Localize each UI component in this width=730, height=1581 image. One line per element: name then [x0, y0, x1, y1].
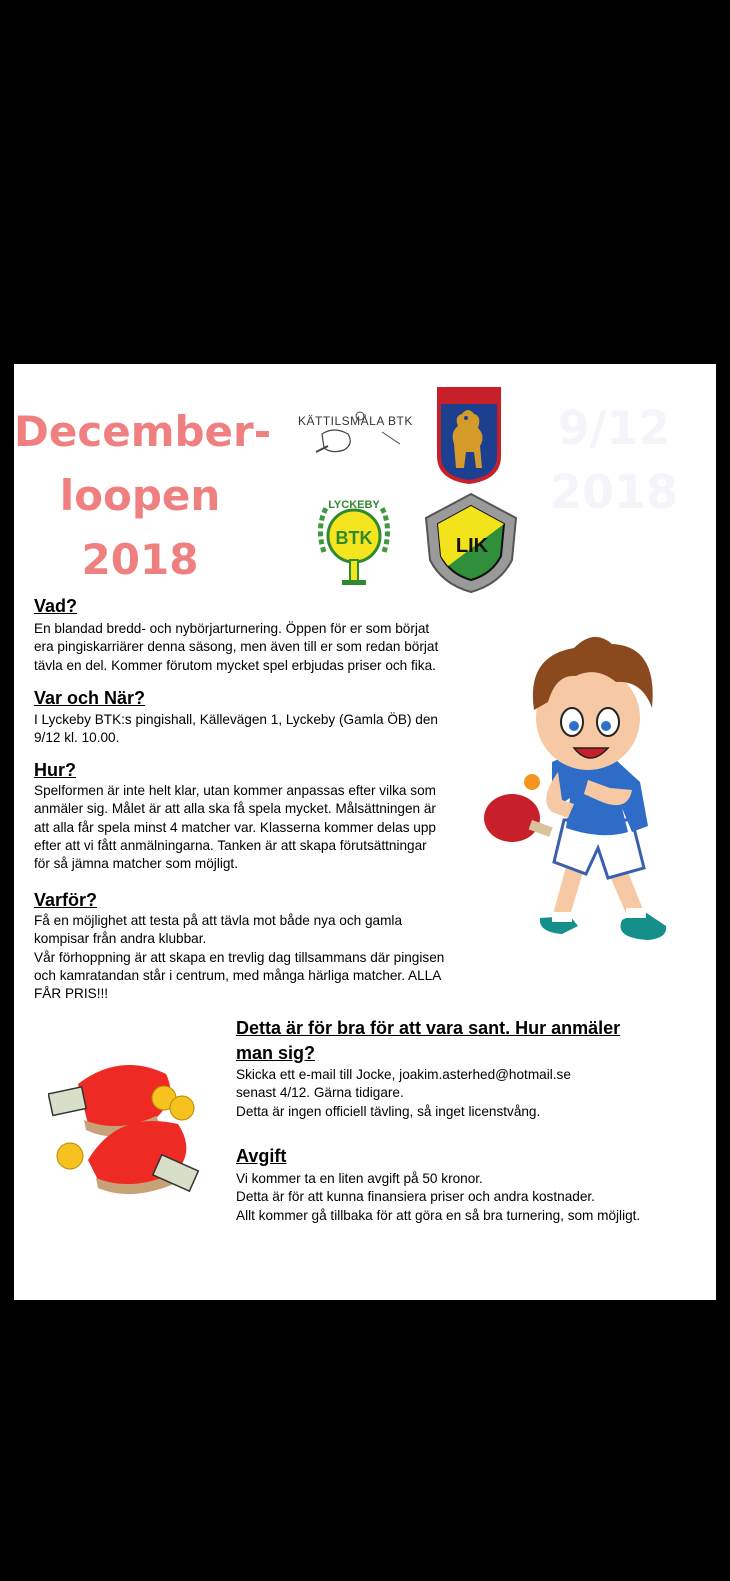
hur-line: anmäler sig. Målet är att alla ska få spela mycket. Målsättningen är — [34, 801, 436, 817]
hur-body — [34, 782, 436, 873]
varfor-line: Vår förhoppning är att skapa en trevlig dag tillsammans där pingisen — [34, 949, 445, 965]
lik-logo — [418, 492, 524, 596]
avgift-line: Vi kommer ta en liten avgift på 50 kronor. — [236, 1171, 483, 1186]
paddles-and-balls-illustration — [48, 1054, 214, 1204]
boy-playing-table-tennis-illustration — [482, 622, 678, 962]
registration-heading — [236, 1016, 620, 1066]
registration-line: Detta är ingen officiell tävling, så inget licenstvång. — [236, 1103, 541, 1119]
faint-date-watermark — [544, 396, 684, 524]
avgift-line: Detta är för att kunna finansiera priser och andra kostnader. — [236, 1189, 595, 1205]
registration-line: senast 4/12. Gärna tidigare. — [236, 1085, 404, 1101]
vad-body — [34, 620, 438, 675]
vad-line: tävla en del. Kommer förutom mycket spel erbjudas priser och fika. — [34, 657, 436, 673]
varfor-body — [34, 912, 444, 1003]
hur-line: Spelformen är inte helt klar, utan kommer anpassas efter vilka som — [34, 783, 436, 798]
hur-line: efter att vi fått anmälningarna. Tanken är att skapa förutsättningar — [34, 837, 427, 853]
hur-line: att alla får spela minst 4 matcher var. Klasserna kommer delas upp — [34, 819, 436, 835]
varfor-line: kompisar från andra klubbar. — [34, 931, 207, 947]
avgift-body — [236, 1170, 640, 1225]
faint-date-line-2: 2018 — [549, 465, 679, 519]
var-line: I Lyckeby BTK:s pingishall, Källevägen 1, Lyckeby (Gamla ÖB) den — [34, 712, 438, 727]
kattilsmala-btk-logo — [292, 404, 422, 460]
lik-initials: LIK — [455, 535, 489, 557]
kattilsmala-logo-text: KÄTTILSMÅLA BTK — [298, 414, 413, 428]
vad-line: era pingiskarriärer denna säsong, men även till er som redan börjat — [34, 639, 439, 655]
lyckeby-logo-text: LYCKEBY — [328, 499, 380, 511]
registration-body — [236, 1066, 571, 1121]
varfor-heading: Varför? — [34, 890, 98, 910]
vad-heading: Vad? — [34, 596, 78, 616]
varfor-line: FÅR PRIS!!! — [34, 986, 109, 1002]
lyckeby-btk-logo — [314, 492, 394, 592]
avgift-line: Allt kommer gå tillbaka för att göra en så bra turnering, som möjligt. — [236, 1207, 641, 1223]
vad-line: En blandad bredd- och nybörjarturnering. Öppen för er som börjat — [34, 621, 430, 636]
registration-heading-line: man sig? — [236, 1043, 316, 1063]
title-line-2: loopen — [59, 471, 221, 520]
hur-line: för så jämna matcher som möjligt. — [34, 856, 238, 872]
varfor-line: och kamratandan står i centrum, med många härliga matcher. ALLA — [34, 967, 442, 983]
avgift-heading: Avgift — [236, 1146, 287, 1166]
title-line-3: 2018 — [81, 535, 199, 584]
var-och-nar-body — [34, 711, 438, 748]
hur-heading: Hur? — [34, 760, 76, 780]
var-line: 9/12 kl. 10.00. — [34, 730, 120, 746]
varfor-line: Få en möjlighet att testa på att tävla mot både nya och gamla — [34, 913, 403, 928]
faint-date-line-1: 9/12 — [557, 401, 671, 455]
lyckeby-initials: BTK — [335, 528, 373, 548]
registration-heading-line: Detta är för bra för att vara sant. Hur anmäler — [236, 1018, 621, 1038]
title-line-1: December- — [14, 407, 272, 456]
poster-title — [14, 400, 272, 592]
lion-shield-logo — [436, 386, 502, 484]
registration-line: Skicka ett e-mail till Jocke, joakim.asterhed@hotmail.se — [236, 1067, 571, 1082]
var-och-nar-heading: Var och När? — [34, 688, 146, 708]
event-poster — [14, 364, 716, 1300]
paddle-drawing-icon — [292, 404, 422, 460]
